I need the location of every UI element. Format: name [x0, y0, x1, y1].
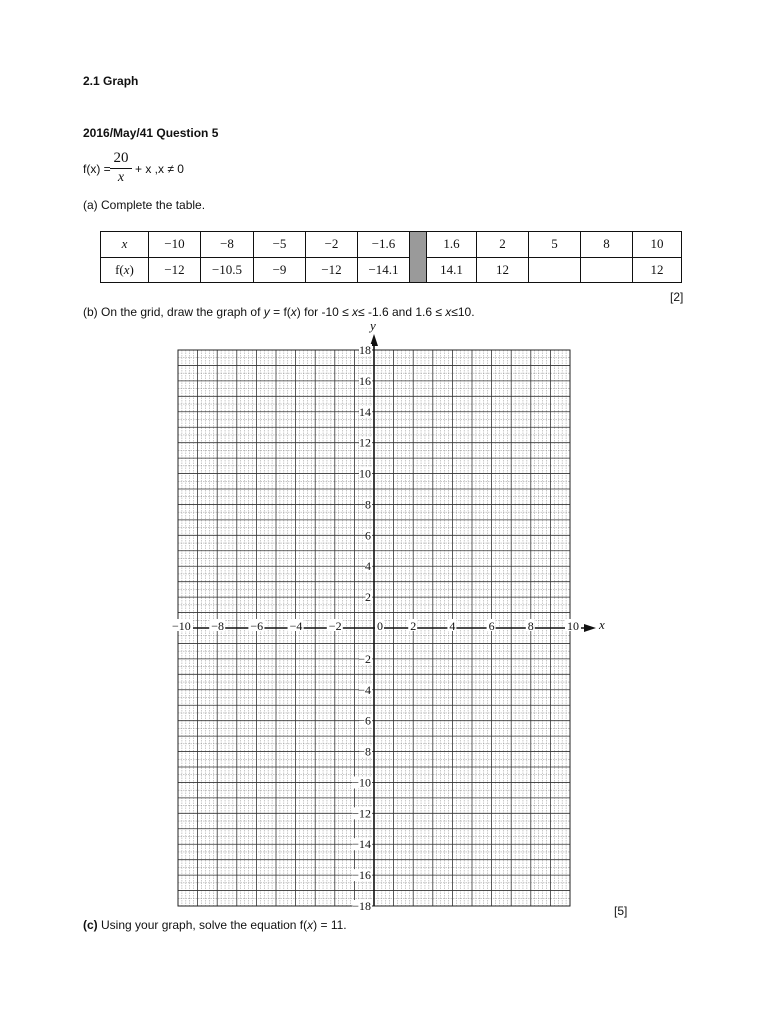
table-cell: 2 — [477, 232, 529, 258]
y-tick-label: −10 — [352, 775, 371, 790]
x-axis-label: x — [599, 617, 605, 632]
table-cell: 5 — [529, 232, 581, 258]
y-tick-label: −6 — [358, 713, 371, 728]
x-tick-label: 10 — [567, 619, 579, 633]
x-tick-label: 8 — [527, 619, 534, 633]
table-cell: 8 — [581, 232, 633, 258]
part-a-instruction: (a) Complete the table. — [83, 198, 206, 212]
function-lhs: f(x) = — [83, 162, 111, 176]
x-tick-label: −8 — [211, 619, 224, 633]
y-tick-label: 18 — [359, 343, 371, 357]
table-cell: −8 — [201, 232, 254, 258]
table-cell: −10.5 — [201, 257, 254, 283]
y-tick-label: −4 — [358, 682, 371, 697]
table-cell: −1.6 — [358, 232, 410, 258]
table-cell: 10 — [633, 232, 682, 258]
table-header-fx: f(x) — [101, 257, 149, 283]
y-tick-label: 6 — [365, 528, 371, 543]
y-tick-label: −16 — [352, 868, 371, 883]
y-tick-label: 16 — [359, 373, 371, 388]
x-tick-label: −2 — [328, 619, 342, 633]
part-c-label: (c) — [83, 918, 98, 932]
table-cell: −10 — [149, 232, 201, 258]
function-rest: + x ,x ≠ 0 — [135, 162, 184, 176]
part-b-instruction: (b) On the grid, draw the graph of y = f(x) for -10 ≤ x≤ -1.6 and 1.6 ≤ x≤10. — [83, 305, 475, 319]
section-title: 2.1 Graph — [83, 74, 139, 88]
y-tick-label: 14 — [359, 404, 371, 419]
y-axis-label: y — [370, 318, 376, 333]
x-tick-label: 2 — [410, 619, 417, 633]
y-tick-label: 10 — [359, 466, 371, 481]
table-cell: −5 — [254, 232, 306, 258]
x-axis-arrow-icon — [584, 624, 596, 632]
table-cell: 1.6 — [427, 232, 477, 258]
y-tick-label: −18 — [352, 899, 371, 913]
table-cell: −12 — [149, 257, 201, 283]
fraction-denominator: x — [117, 170, 125, 185]
x-tick-label: 0 — [377, 619, 383, 633]
y-tick-label: 8 — [365, 497, 371, 512]
x-tick-label: 4 — [449, 619, 456, 633]
fraction-numerator: 20 — [113, 150, 129, 166]
x-tick-label: −6 — [250, 619, 264, 633]
x-tick-label: −4 — [289, 619, 303, 633]
part-c-instruction: (c) Using your graph, solve the equation f(x) = 11. — [83, 918, 347, 932]
table-cell: −12 — [306, 257, 358, 283]
table-cell: −14.1 — [358, 257, 410, 283]
y-tick-label: −12 — [352, 806, 371, 821]
y-tick-label: −8 — [358, 744, 371, 759]
y-tick-label: 2 — [365, 590, 371, 605]
marks-b: [5] — [614, 904, 628, 918]
table-cell: 12 — [633, 257, 682, 283]
y-tick-label: −14 — [352, 837, 371, 852]
y-tick-label: −2 — [358, 651, 371, 666]
table-header-x: x — [101, 232, 149, 258]
table-cell: 12 — [477, 257, 529, 283]
y-tick-label: 12 — [359, 435, 371, 450]
table-cell: −2 — [306, 232, 358, 258]
x-tick-label: 6 — [488, 619, 495, 633]
y-tick-label: 4 — [365, 559, 371, 574]
table-cell: 14.1 — [427, 257, 477, 283]
x-tick-label: −10 — [172, 619, 191, 633]
question-title: 2016/May/41 Question 5 — [83, 126, 219, 140]
marks-a: [2] — [670, 290, 684, 304]
table-cell: −9 — [254, 257, 306, 283]
